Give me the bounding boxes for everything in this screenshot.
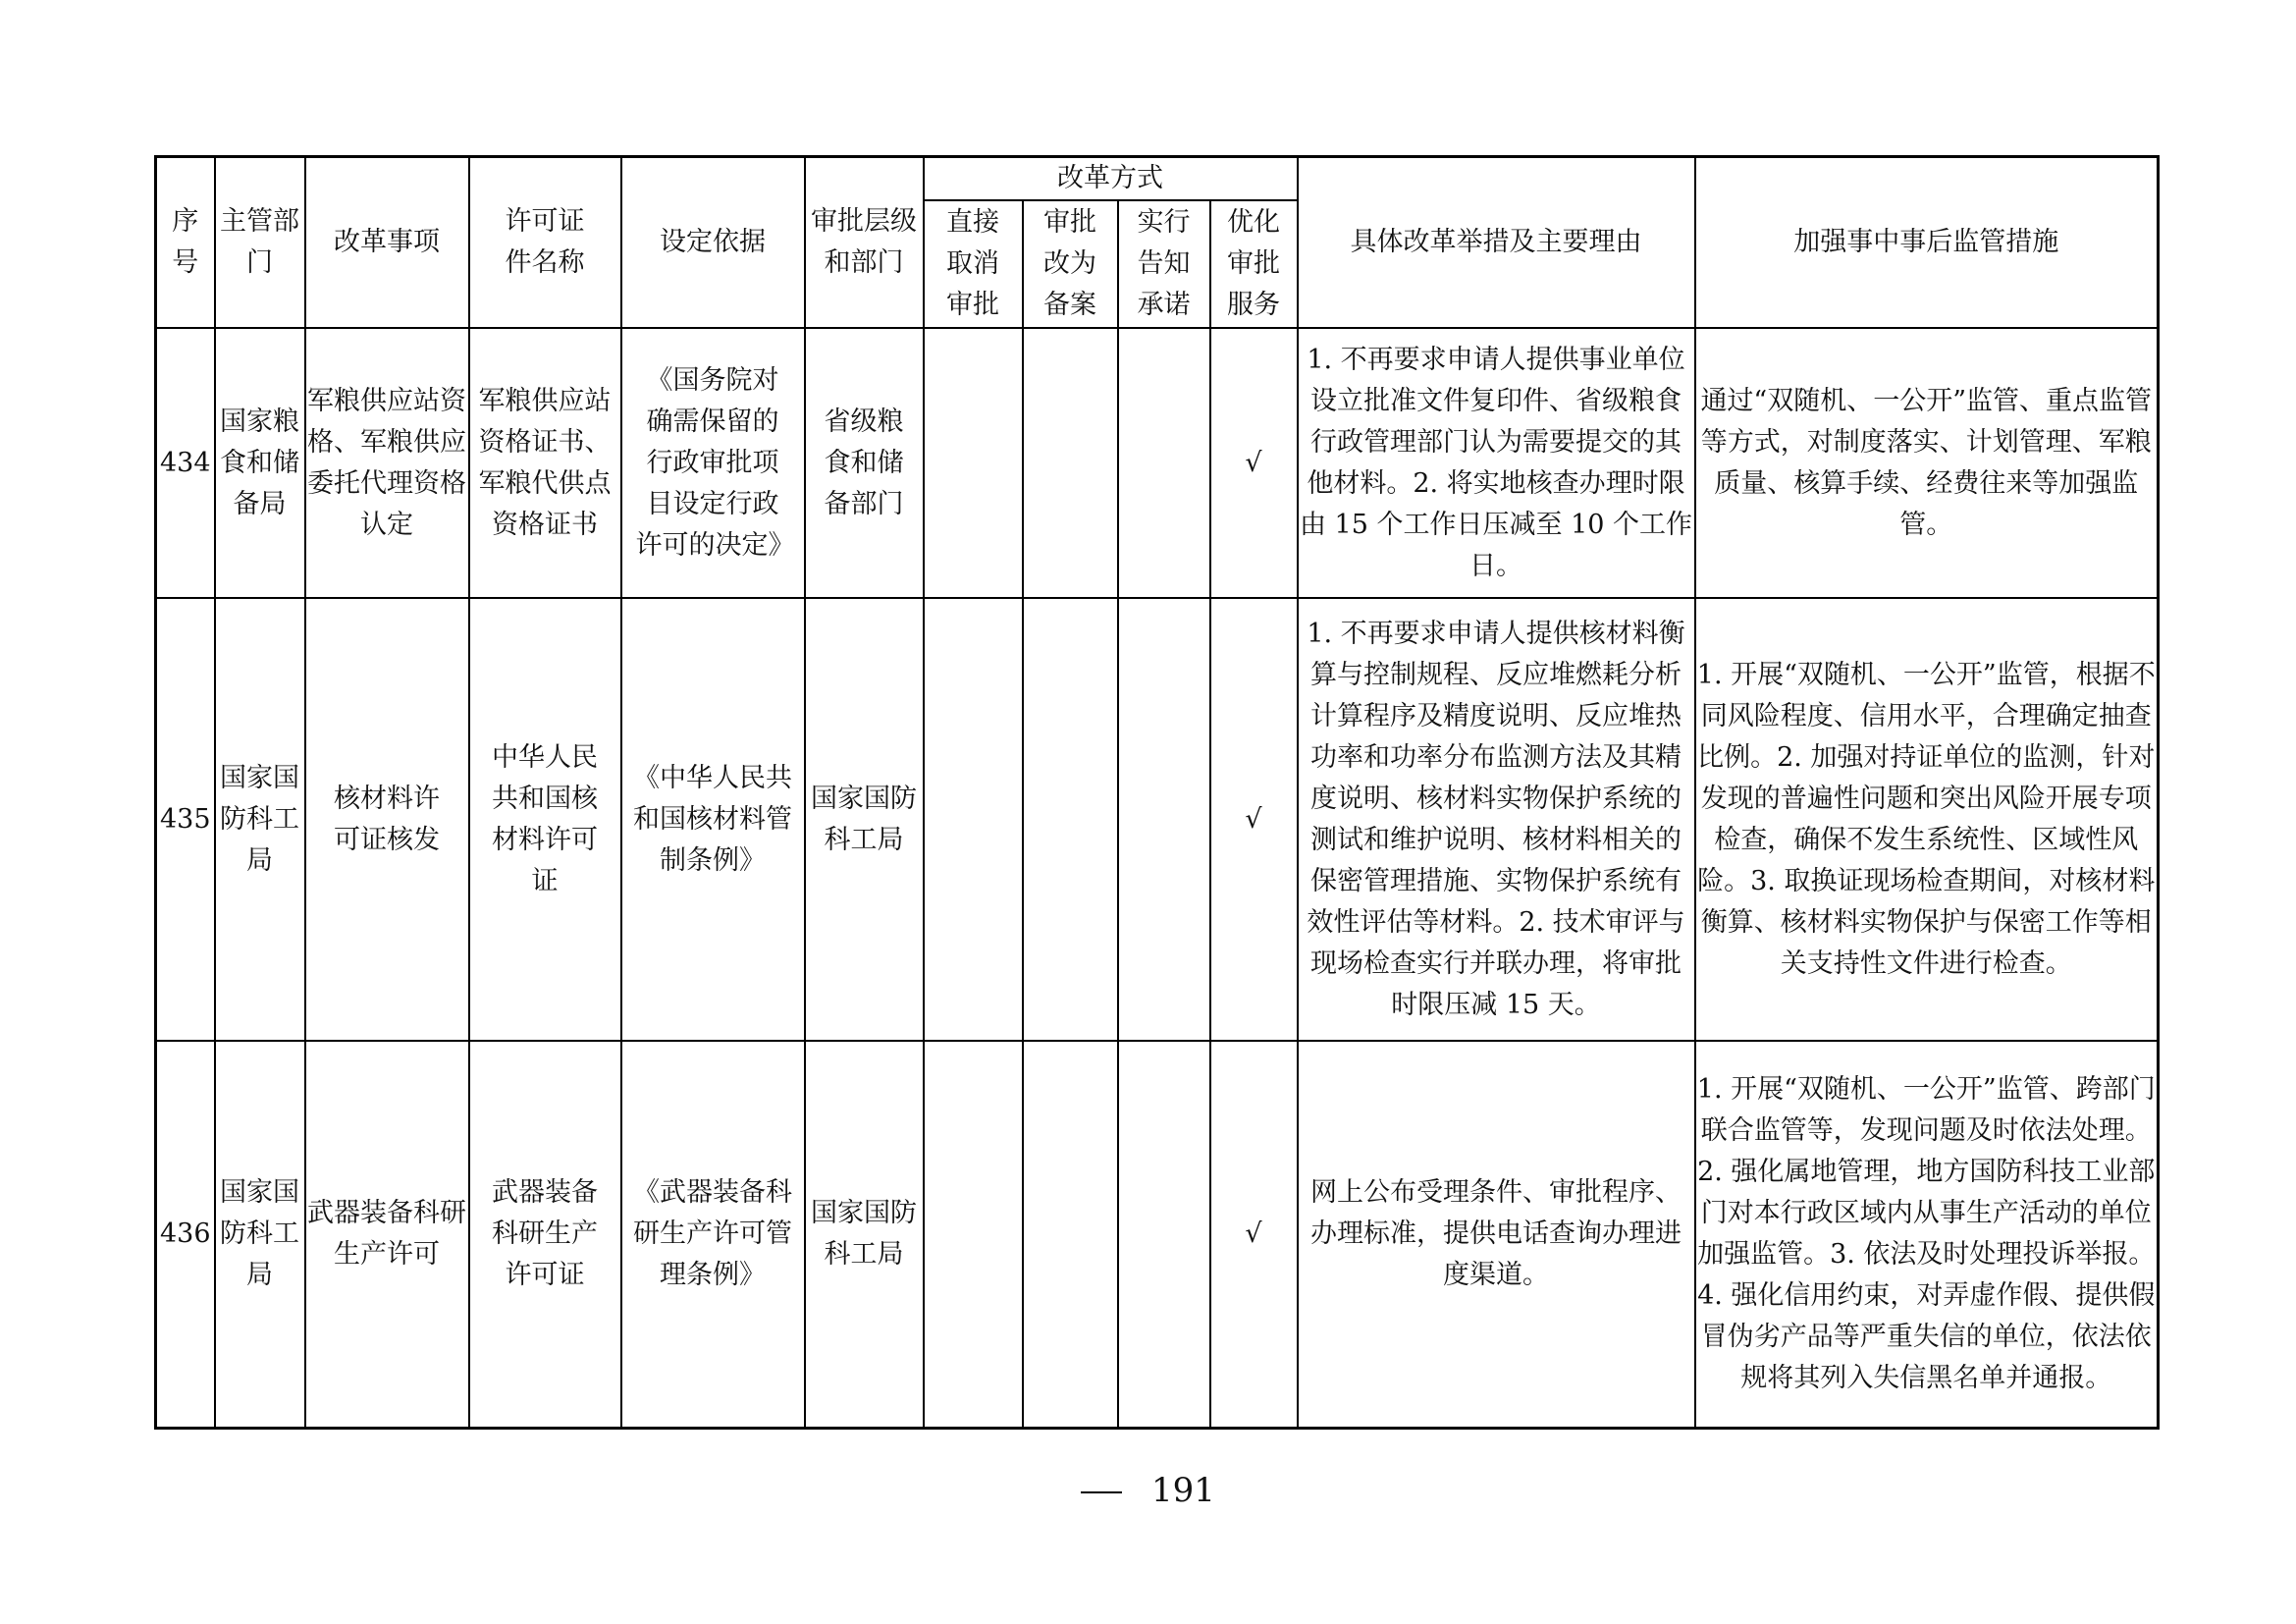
header-mode-optimize: 优化审批服务 — [1210, 200, 1298, 328]
table-row — [156, 328, 2159, 598]
header-mode-group: 改革方式 — [924, 157, 1298, 201]
cell-mode-optimize-check: √ — [1210, 328, 1298, 598]
cell-measures: 1. 不再要求申请人提供事业单位设立批准文件复印件、省级粮食行政管理部门认为需要提交的其他材料。2. 将实地核查办理时限由 15 个工作日压减至 10 个工作日。 — [1298, 328, 1695, 598]
cell-license: 武器装备科研生产许可证 — [469, 1041, 621, 1428]
cell-level: 国家国防科工局 — [805, 598, 924, 1041]
header-dept: 主管部门 — [215, 157, 305, 329]
cell-item: 核材料许可证核发 — [305, 598, 469, 1041]
cell-license: 中华人民共和国核材料许可证 — [469, 598, 621, 1041]
cell-mode-notify — [1118, 328, 1210, 598]
cell-mode-optimize-check: √ — [1210, 598, 1298, 1041]
page-number: 191 — [1151, 1471, 1215, 1510]
cell-supervision: 通过“双随机、一公开”监管、重点监管等方式，对制度落实、计划管理、军粮质量、核算手续、经费往来等加强监管。 — [1695, 328, 2159, 598]
header-mode-notify: 实行告知承诺 — [1118, 200, 1210, 328]
cell-basis: 《武器装备科研生产许可管理条例》 — [621, 1041, 805, 1428]
cell-dept: 国家国防科工局 — [215, 598, 305, 1041]
table-row — [156, 1041, 2159, 1428]
cell-mode-cancel — [924, 1041, 1023, 1428]
header-mode-cancel: 直接取消审批 — [924, 200, 1023, 328]
cell-basis: 《中华人民共和国核材料管制条例》 — [621, 598, 805, 1041]
cell-item: 武器装备科研生产许可 — [305, 1041, 469, 1428]
cell-basis: 《国务院对确需保留的行政审批项目设定行政许可的决定》 — [621, 328, 805, 598]
cell-seq: 435 — [156, 598, 215, 1041]
page-footer — [0, 1467, 2296, 1514]
cell-mode-notify — [1118, 1041, 1210, 1428]
cell-measures: 网上公布受理条件、审批程序、办理标准，提供电话查询办理进度渠道。 — [1298, 1041, 1695, 1428]
header-item: 改革事项 — [305, 157, 469, 329]
cell-item: 军粮供应站资格、军粮供应委托代理资格认定 — [305, 328, 469, 598]
cell-level: 国家国防科工局 — [805, 1041, 924, 1428]
cell-mode-notify — [1118, 598, 1210, 1041]
cell-mode-record — [1023, 1041, 1118, 1428]
page-number-dash — [1081, 1491, 1122, 1493]
cell-seq: 436 — [156, 1041, 215, 1428]
header-seq: 序号 — [156, 157, 215, 329]
cell-mode-cancel — [924, 598, 1023, 1041]
reform-table — [154, 155, 2160, 1430]
header-basis: 设定依据 — [621, 157, 805, 329]
header-mode-record: 审批改为备案 — [1023, 200, 1118, 328]
cell-level: 省级粮食和储备部门 — [805, 328, 924, 598]
cell-supervision: 1. 开展“双随机、一公开”监管、跨部门联合监管等，发现问题及时依法处理。2. 强化属地管理，地方国防科技工业部门对本行政区域内从事生产活动的单位加强监管。3. 依法及时处理投诉举报。4. 强化信用约束，对弄虚作假、提供假冒伪劣产品等严重失信的单位，依法依规将其列入失信黑名单并通报。 — [1695, 1041, 2159, 1428]
cell-mode-record — [1023, 328, 1118, 598]
header-license: 许可证件名称 — [469, 157, 621, 329]
header-supervision: 加强事中事后监管措施 — [1695, 157, 2159, 329]
header-measures: 具体改革举措及主要理由 — [1298, 157, 1695, 329]
cell-mode-cancel — [924, 328, 1023, 598]
table-row — [156, 598, 2159, 1041]
cell-dept: 国家国防科工局 — [215, 1041, 305, 1428]
cell-seq: 434 — [156, 328, 215, 598]
header-level: 审批层级和部门 — [805, 157, 924, 329]
cell-supervision: 1. 开展“双随机、一公开”监管，根据不同风险程度、信用水平，合理确定抽查比例。2. 加强对持证单位的监测，针对发现的普遍性问题和突出风险开展专项检查，确保不发生系统性、区域性风险。3. 取换证现场检查期间，对核材料衡算、核材料实物保护与保密工作等相关支持性文件进行检查。 — [1695, 598, 2159, 1041]
cell-mode-record — [1023, 598, 1118, 1041]
cell-license: 军粮供应站资格证书、军粮代供点资格证书 — [469, 328, 621, 598]
cell-dept: 国家粮食和储备局 — [215, 328, 305, 598]
cell-mode-optimize-check: √ — [1210, 1041, 1298, 1428]
cell-measures: 1. 不再要求申请人提供核材料衡算与控制规程、反应堆燃耗分析计算程序及精度说明、反应堆热功率和功率分布监测方法及其精度说明、核材料实物保护系统的测试和维护说明、核材料相关的保密管理措施、实物保护系统有效性评估等材料。2. 技术审评与现场检查实行并联办理，将审批时限压减 15 天。 — [1298, 598, 1695, 1041]
header-row-1 — [156, 157, 2159, 201]
